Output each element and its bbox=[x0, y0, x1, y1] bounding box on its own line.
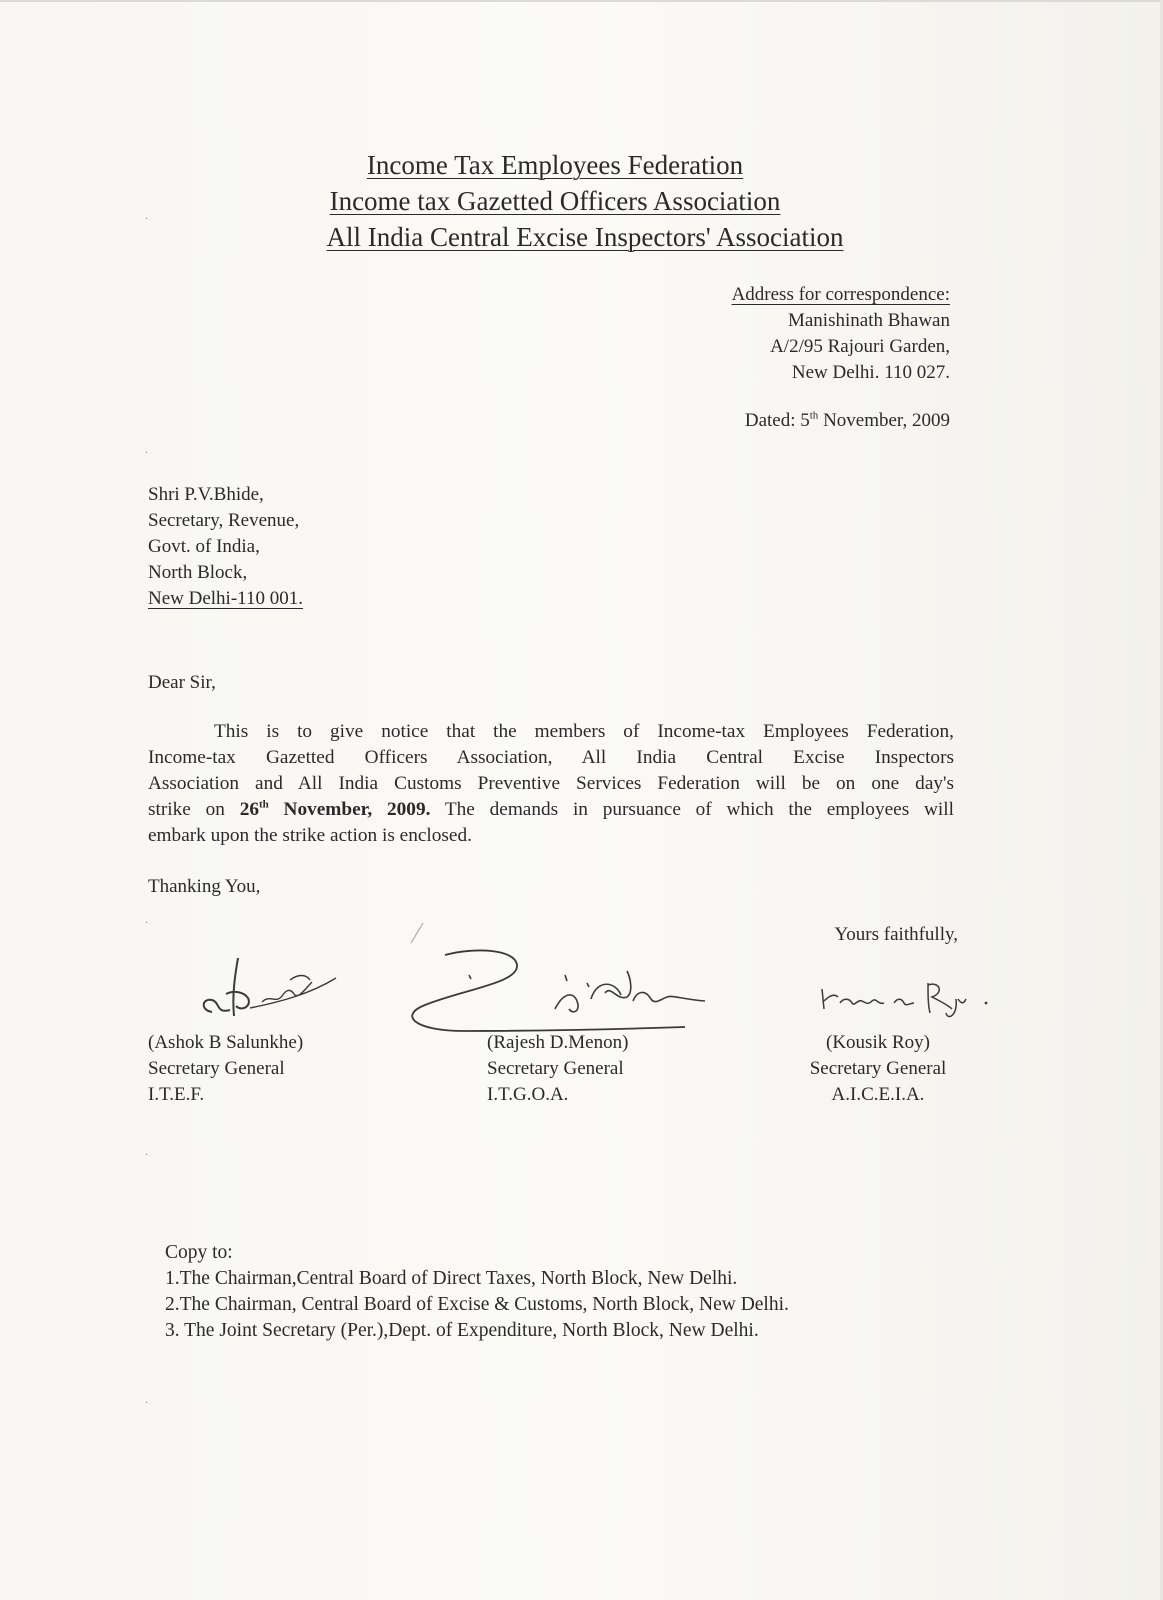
signatory-2 bbox=[487, 1030, 628, 1108]
signatory-1 bbox=[148, 1030, 303, 1108]
signatory-1-org: I.T.E.F. bbox=[148, 1084, 205, 1105]
correspondence-line-2: A/2/95 Rajouri Garden, bbox=[770, 336, 950, 357]
letterhead-line-2: Income tax Gazetted Officers Association bbox=[329, 186, 781, 216]
correspondence-line-1: Manishinath Bhawan bbox=[787, 310, 950, 331]
scan-speck: · bbox=[145, 448, 149, 459]
date-suffix: November, 2009 bbox=[818, 410, 950, 431]
body-line-5: embark upon the strike action is enclosed. bbox=[148, 825, 472, 846]
body-line-3: Association and All India Customs Preventive Services Federation will be on one day's bbox=[148, 773, 954, 794]
strike-date-rest: November, 2009. bbox=[268, 799, 431, 820]
signatory-1-name: (Ashok B Salunkhe) bbox=[148, 1032, 304, 1053]
body-line-2: Income-tax Gazetted Officers Association, All India Central Excise Inspectors bbox=[148, 747, 954, 768]
scan-speck: · bbox=[145, 1398, 149, 1409]
recipient-address bbox=[148, 482, 303, 612]
copy-item-2: 2.The Chairman, Central Board of Excise & Customs, North Block, New Delhi. bbox=[165, 1294, 789, 1315]
letter-body bbox=[148, 719, 954, 849]
correspondence-address bbox=[732, 282, 950, 386]
copy-to-label: Copy to: bbox=[165, 1242, 233, 1263]
signature-roy bbox=[818, 975, 998, 1025]
letterhead-line-3: All India Central Excise Inspectors' Association bbox=[326, 222, 844, 252]
date-prefix: Dated: 5 bbox=[744, 410, 810, 431]
copy-item-1: 1.The Chairman,Central Board of Direct Taxes, North Block, New Delhi. bbox=[165, 1268, 738, 1289]
strike-post: The demands in pursuance of which the employees will bbox=[430, 799, 954, 820]
recipient-line-4: North Block, bbox=[148, 562, 248, 583]
strike-date-day: 26 bbox=[239, 799, 259, 820]
signatory-2-title: Secretary General bbox=[487, 1058, 624, 1079]
scan-speck: · bbox=[145, 214, 149, 225]
recipient-line-3: Govt. of India, bbox=[148, 536, 260, 557]
correspondence-line-3: New Delhi. 110 027. bbox=[791, 362, 950, 383]
recipient-line-5: New Delhi-110 001. bbox=[148, 588, 303, 609]
correspondence-label: Address for correspondence: bbox=[731, 284, 950, 305]
thanking-line: Thanking You, bbox=[148, 876, 261, 897]
strike-date-sup: th bbox=[258, 798, 269, 811]
closing-line: Yours faithfully, bbox=[834, 924, 958, 945]
signatory-3 bbox=[788, 1030, 968, 1108]
scan-edge-top bbox=[0, 0, 1163, 2]
signatory-1-title: Secretary General bbox=[148, 1058, 285, 1079]
signatory-3-title: Secretary General bbox=[809, 1058, 947, 1079]
signatory-3-name: (Kousik Roy) bbox=[826, 1032, 930, 1053]
copy-item-3: 3. The Joint Secretary (Per.),Dept. of Expenditure, North Block, New Delhi. bbox=[165, 1320, 759, 1341]
signatory-2-name: (Rajesh D.Menon) bbox=[487, 1032, 629, 1053]
letterhead-line-1: Income Tax Employees Federation bbox=[366, 150, 744, 180]
strike-pre: strike on bbox=[148, 799, 240, 820]
salutation: Dear Sir, bbox=[148, 672, 216, 693]
signature-salunkhe bbox=[190, 950, 350, 1030]
scan-speck: · bbox=[145, 1150, 149, 1161]
recipient-line-2: Secretary, Revenue, bbox=[148, 510, 300, 531]
copy-to-section bbox=[165, 1240, 789, 1344]
signature-menon bbox=[405, 935, 725, 1045]
recipient-line-1: Shri P.V.Bhide, bbox=[148, 484, 264, 505]
signatory-3-org: A.I.C.E.I.A. bbox=[831, 1084, 925, 1105]
signatory-2-org: I.T.G.O.A. bbox=[487, 1084, 569, 1105]
body-line-4 bbox=[148, 797, 954, 823]
date-sup: th bbox=[809, 409, 819, 422]
body-line-1: This is to give notice that the members of Income-tax Employees Federation, bbox=[214, 721, 954, 742]
letter-date bbox=[745, 408, 950, 434]
scan-speck: · bbox=[145, 918, 149, 929]
